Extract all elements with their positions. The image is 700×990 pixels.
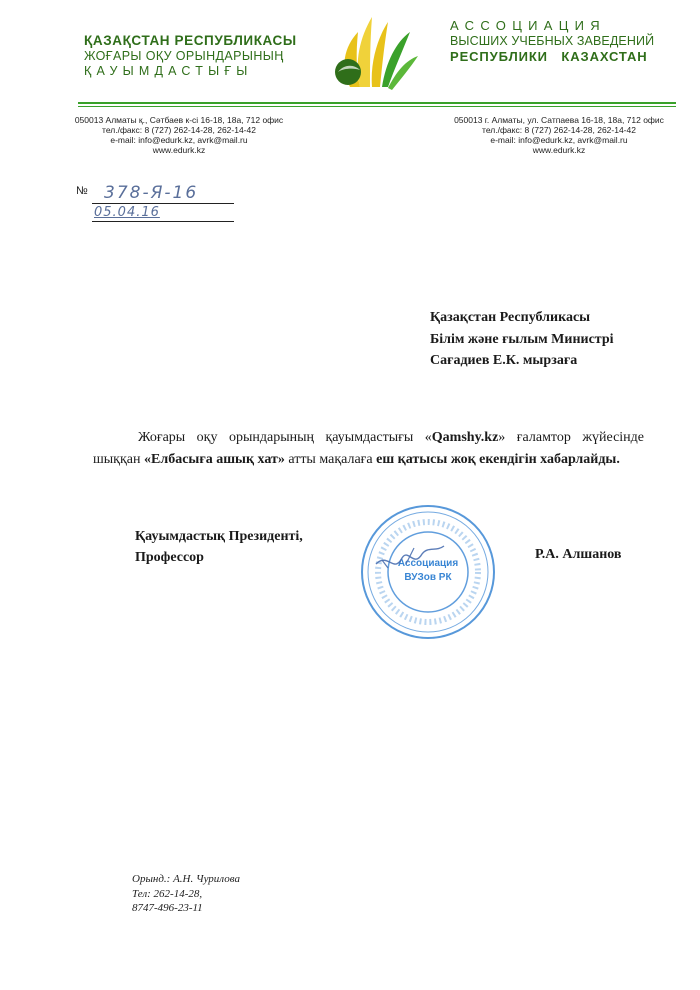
letter-body xyxy=(93,427,644,471)
official-stamp xyxy=(358,502,498,642)
registration-line-number xyxy=(92,203,234,204)
address-web: www.edurk.kz xyxy=(152,145,206,155)
registration-line-date xyxy=(92,221,234,222)
letterhead-kazakh-line2: ЖОҒАРЫ ОҚУ ОРЫНДАРЫНЫҢ xyxy=(84,49,284,63)
addressee-block xyxy=(430,307,614,372)
stamp-text-line2: ВУЗов РК xyxy=(404,572,452,583)
signature-title xyxy=(135,526,303,568)
address-phone: тел./факс: 8 (727) 262-14-28, 262-14-42 xyxy=(102,125,256,135)
letterhead-kazakh xyxy=(84,33,314,79)
body-emphasis: еш қатысы жоқ екендігін хабарлайды. xyxy=(376,452,620,467)
address-kazakh xyxy=(64,115,294,155)
body-part1: Жоғары оқу орындарының қауымдастығы « xyxy=(138,430,432,445)
executor-footer xyxy=(132,872,240,916)
address-street: 050013 Алматы қ., Сәтбаев к-сі 16-18, 18а, 712 офис xyxy=(74,115,284,125)
footer-phone1: Тел: 262-14-28, xyxy=(132,887,203,900)
letterhead-russian-line2: ВЫСШИХ УЧЕБНЫХ ЗАВЕДЕНИЙ xyxy=(450,34,655,48)
address-street: 050013 г. Алматы, ул. Сатпаева 16-18, 18а, 712 офис xyxy=(454,115,664,125)
body-part3: атты мақалаға xyxy=(284,452,377,467)
addressee-line1: Қазақстан Республикасы xyxy=(430,310,591,325)
address-email: e-mail: info@edurk.kz, avrk@mail.ru xyxy=(110,135,248,145)
stamp-text-line1: Ассоциация xyxy=(397,558,459,569)
letterhead-russian xyxy=(450,18,680,65)
header-rule-thick xyxy=(78,102,676,104)
body-site: Qamshy.kz xyxy=(431,430,499,445)
address-phone: тел./факс: 8 (727) 262-14-28, 262-14-42 xyxy=(482,125,636,135)
letterhead-kazakh-line1: ҚАЗАҚСТАН РЕСПУБЛИКАСЫ xyxy=(84,33,297,48)
body-article-title: «Елбасыға ашық хат» xyxy=(144,452,285,467)
letterhead-russian-line1: АССОЦИАЦИЯ xyxy=(450,18,606,33)
address-web: www.edurk.kz xyxy=(532,145,586,155)
body-part2: » ғаламтор жүйесінде шыққан xyxy=(93,430,645,467)
footer-phone2: 8747-496-23-11 xyxy=(132,902,203,914)
addressee-line2: Білім және ғылым Министрі xyxy=(430,331,614,347)
footer-executor: Орынд.: А.Н. Чурилова xyxy=(132,873,240,885)
signature-name: Р.А. Алшанов xyxy=(535,547,622,562)
signature-title-line1: Қауымдастық Президенті, xyxy=(135,529,303,544)
letterhead-kazakh-line3: ҚАУЫМДАСТЫҒЫ xyxy=(84,64,253,78)
address-russian xyxy=(444,115,674,155)
registration-number: 378-Я-16 xyxy=(104,183,199,203)
registration-date: 05.04.16 xyxy=(94,205,160,220)
address-email: e-mail: info@edurk.kz, avrk@mail.ru xyxy=(490,135,628,145)
letterhead-russian-line3: РЕСПУБЛИКИ КАЗАХСТАН xyxy=(450,49,648,64)
addressee-line3: Сағадиев Е.К. мырзаға xyxy=(430,353,578,368)
signature-title-line2: Профессор xyxy=(135,550,204,565)
registration-no-label: № xyxy=(76,185,88,197)
association-logo xyxy=(330,12,420,92)
header-rule-thin xyxy=(78,106,676,107)
